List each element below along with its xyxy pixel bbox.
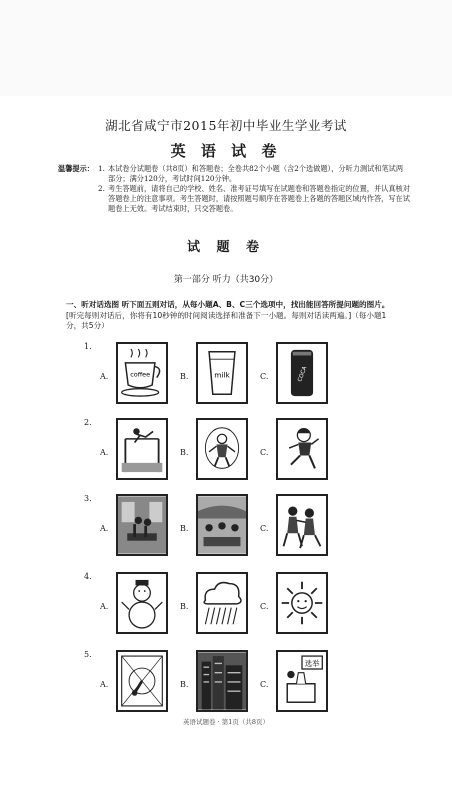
svg-text:选举: 选举 [304,659,320,669]
question-2 [84,418,354,490]
snowman-icon [118,574,166,632]
option-letter: B. [180,680,189,689]
notice-items [98,164,410,214]
option-image[interactable] [196,572,248,634]
coffee-cup-icon [118,344,166,402]
section-heading: 一、听对话选图 [66,300,120,309]
option-image[interactable] [196,494,248,556]
option-image[interactable] [196,650,248,712]
option-image[interactable] [276,572,328,634]
rain-cloud-icon [198,574,246,632]
booklet-title: 试 题 卷 [186,240,266,255]
option-letter: C. [260,448,269,457]
option-letter: A. [100,680,109,689]
svg-text:COCA: COCA [297,365,309,383]
section-instructions [66,300,396,332]
option-letter: A. [100,448,109,457]
crowd-scene-icon [198,496,246,554]
option-letter: A. [100,602,109,611]
notice-item-text: 考生答题前，请将自己的学校、姓名、准考证号填写在试题卷和答题卷指定的位置，并认真核对答题卷上的注意事项。考生答题时，请按照题号顺序在答题卷上各题的答题区域内作答，写在试题卷上无效。考试结束时，只交答题卷。 [108,184,410,213]
notice-item [98,184,410,214]
dancing-people-icon [278,496,326,554]
option-letter: C. [260,602,269,611]
question-4 [84,572,354,644]
notice-item [98,164,410,184]
option-image[interactable] [116,494,168,556]
option-letter: A. [100,372,109,381]
page-footer: 英语试题卷 · 第1页（共8页） [183,718,269,726]
compass-map-icon [118,652,166,710]
classroom-scene-icon [118,496,166,554]
rope-skipping-icon [198,420,246,478]
option-letter: B. [180,448,189,457]
high-jump-icon [118,420,166,478]
city-buildings-icon [198,652,246,710]
exam-title: 湖北省咸宁市2015年初中毕业生学业考试 [105,118,347,133]
subject-title: 英 语 试 卷 [170,142,282,160]
option-image[interactable] [276,418,328,480]
option-image[interactable] [116,572,168,634]
option-image[interactable] [116,418,168,480]
running-boy-icon [278,420,326,478]
section-note: [听完每则对话后，你将有10秒钟的时间阅读选择和准备下一小题。每则对话读两遍。]（每小题1分，共5分） [66,310,387,330]
svg-text:milk: milk [214,370,230,380]
page-top-margin [0,0,452,96]
notice-item-number: 2. [98,184,105,193]
election-ballot-icon [278,652,326,710]
notice-item-number: 1. [98,164,105,173]
option-image[interactable] [196,342,248,404]
option-image[interactable] [276,494,328,556]
question-1 [84,342,354,414]
question-number: 1. [84,342,92,351]
option-letter: C. [260,680,269,689]
option-image[interactable] [116,342,168,404]
option-letter: C. [260,372,269,381]
question-number: 5. [84,650,92,659]
section-instruction: 听下面五则对话，从每小题A、B、C三个选项中，找出能回答所提问题的图片。 [121,300,390,309]
sun-icon [278,574,326,632]
cola-can-icon [278,344,326,402]
question-number: 3. [84,494,92,503]
question-number: 4. [84,572,92,581]
option-image[interactable] [276,650,328,712]
option-image[interactable] [116,650,168,712]
option-letter: B. [180,602,189,611]
option-image[interactable] [276,342,328,404]
option-letter: B. [180,524,189,533]
milk-glass-icon [198,344,246,402]
notice-item-text: 本试卷分试题卷（共8页）和答题卷；全卷共82个小题（含2个选做题），分听力测试和笔试两部分；满分120分，考试时间120分钟。 [108,164,404,183]
option-letter: B. [180,372,189,381]
svg-text:coffee: coffee [130,370,151,379]
question-5 [84,650,354,722]
question-number: 2. [84,418,92,427]
part-heading: 第一部分 听力（共30分） [173,275,279,285]
option-image[interactable] [196,418,248,480]
notice-label: 温馨提示： [58,164,94,173]
option-letter: A. [100,524,109,533]
question-3 [84,494,354,566]
option-letter: C. [260,524,269,533]
